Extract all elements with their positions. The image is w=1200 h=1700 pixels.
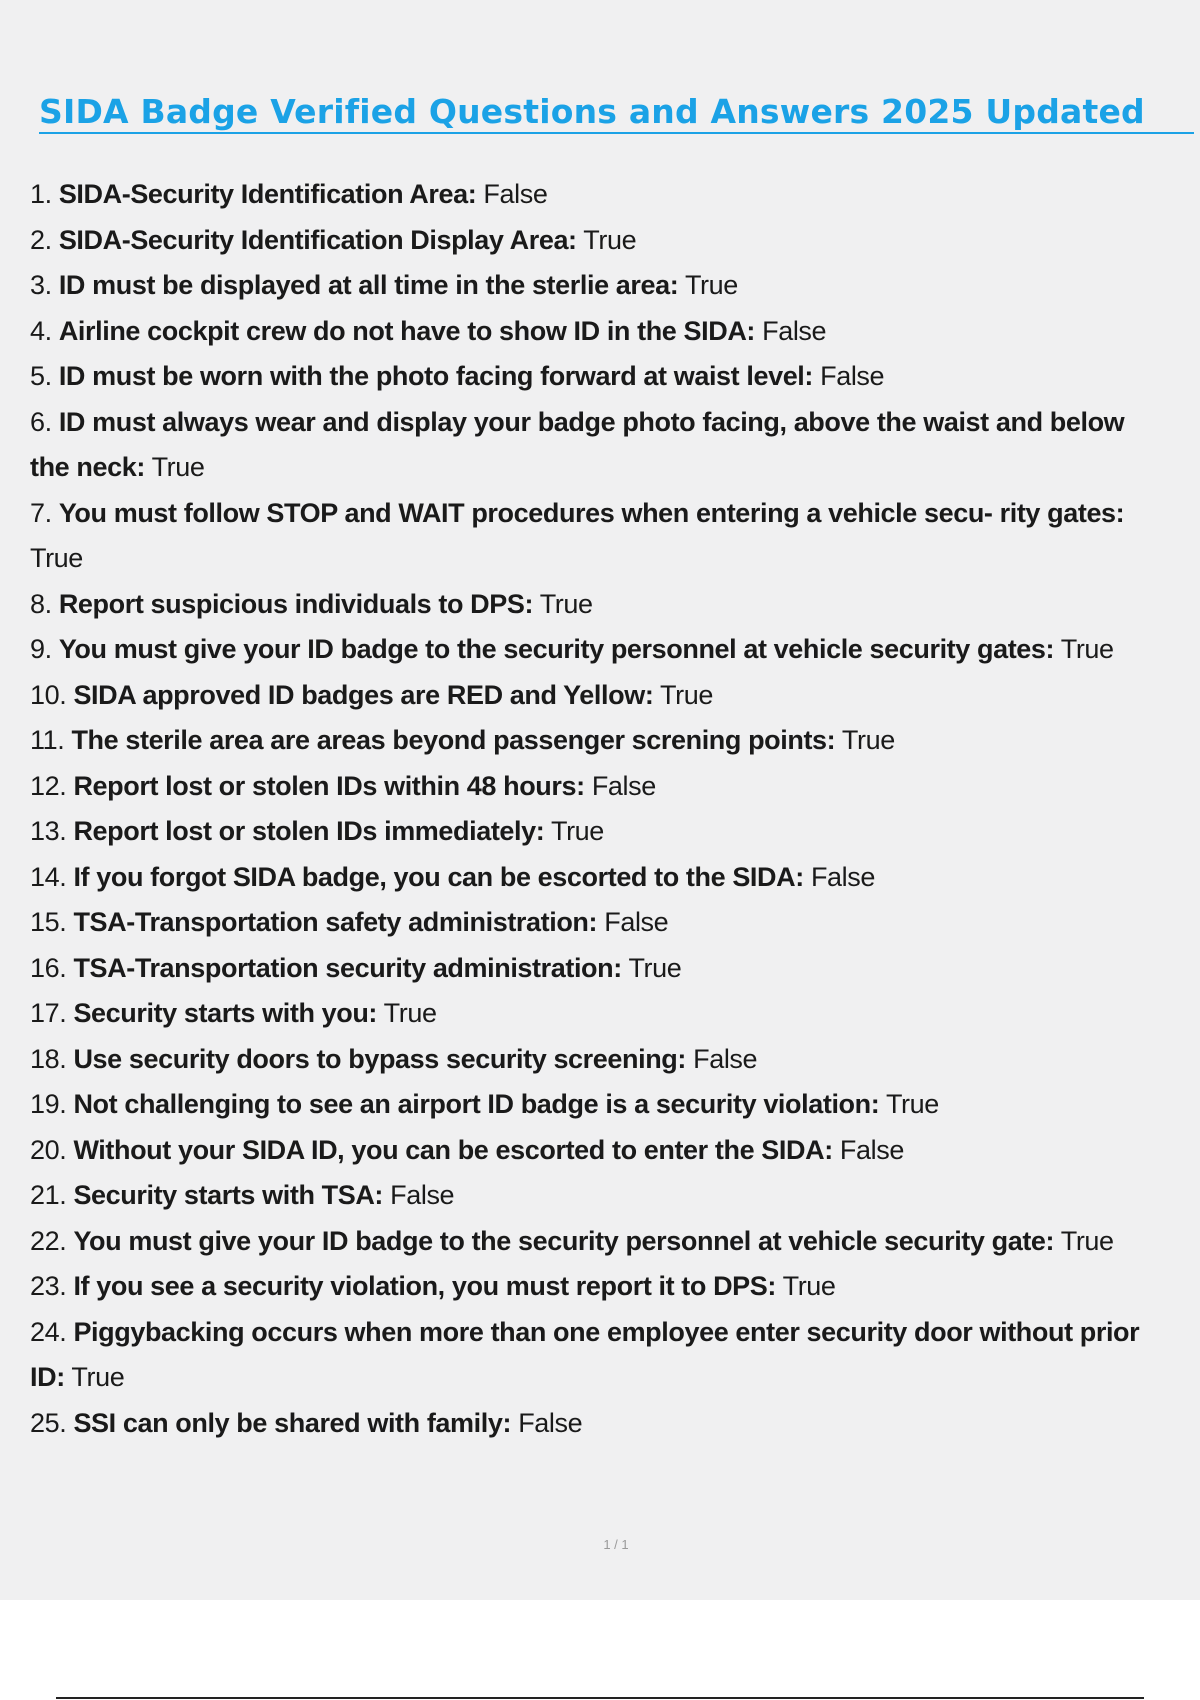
qa-answer: False [839, 1134, 904, 1165]
qa-number: 8. [30, 588, 52, 619]
qa-answer: True [583, 224, 637, 255]
qa-number: 24. [30, 1316, 67, 1347]
qa-answer: True [71, 1362, 125, 1392]
qa-number: 15. [30, 907, 67, 937]
qa-item [30, 1082, 1200, 1128]
qa-number: 4. [30, 315, 52, 346]
qa-answer: True [383, 998, 437, 1028]
qa-number: 5. [30, 361, 52, 391]
document-title: SIDA Badge Verified Questions and Answers 2025 Updated [39, 92, 1145, 131]
qa-item [30, 172, 1200, 218]
qa-question: If you see a security violation, you must report it to DPS: [73, 1271, 776, 1301]
qa-question: TSA-Transportation safety administration: [73, 907, 598, 937]
next-page-area [0, 1600, 1200, 1700]
qa-list [30, 172, 1200, 1446]
qa-item [30, 855, 1200, 901]
qa-answer: True [841, 725, 895, 755]
qa-question: If you forgot SIDA badge, you can be escorted to the SIDA: [73, 861, 804, 892]
qa-answer: False [591, 770, 656, 801]
qa-question: Without your SIDA ID, you can be escorted to enter the SIDA: [73, 1134, 833, 1165]
qa-number: 19. [30, 1089, 67, 1119]
qa-question: ID must be displayed at all time in the sterlie area: [58, 270, 679, 300]
qa-answer: True [1060, 634, 1114, 664]
qa-item [30, 218, 1200, 264]
qa-number: 10. [30, 679, 67, 710]
qa-answer: False [518, 1407, 583, 1438]
qa-answer: True [151, 452, 205, 482]
qa-item [30, 309, 1200, 355]
qa-question: ID must be worn with the photo facing forward at waist level: [58, 361, 813, 391]
qa-item [30, 1310, 1150, 1401]
qa-question: TSA-Transportation security administration: [73, 952, 622, 983]
qa-question: You must follow STOP and WAIT procedures when entering a vehicle secu- rity gates: [58, 497, 1125, 528]
qa-item [30, 1128, 1200, 1174]
qa-item [30, 627, 1150, 673]
qa-number: 11. [30, 725, 65, 755]
qa-question: The sterile area are areas beyond passenger screning points: [71, 725, 836, 755]
qa-number: 1. [30, 179, 52, 209]
qa-answer: False [693, 1043, 758, 1074]
qa-question: Report suspicious individuals to DPS: [58, 588, 534, 619]
qa-answer: False [762, 315, 827, 346]
qa-answer: False [390, 1180, 455, 1210]
qa-answer: False [820, 361, 885, 391]
qa-answer: True [660, 679, 713, 710]
qa-question: Not challenging to see an airport ID badge is a security violation: [73, 1089, 880, 1119]
qa-item [30, 673, 1200, 719]
qa-answer: True [30, 543, 83, 573]
qa-item [30, 718, 1200, 764]
qa-item [30, 764, 1200, 810]
qa-item [30, 900, 1200, 946]
qa-item [30, 1037, 1200, 1083]
qa-question: Report lost or stolen IDs immediately: [73, 816, 545, 846]
qa-item [30, 354, 1200, 400]
qa-answer: False [604, 907, 669, 937]
page-indicator: 1 / 1 [603, 1537, 629, 1552]
qa-number: 13. [30, 816, 67, 846]
qa-answer: True [550, 816, 604, 846]
qa-number: 16. [30, 952, 67, 983]
qa-answer: True [1060, 1225, 1114, 1256]
qa-number: 2. [30, 224, 52, 255]
qa-question: SSI can only be shared with family: [73, 1407, 512, 1438]
qa-answer: True [782, 1271, 836, 1301]
qa-item [30, 1401, 1200, 1447]
next-page-rule [56, 1697, 1144, 1699]
qa-item [30, 400, 1150, 491]
qa-question: ID must always wear and display your badge photo facing, above the waist and below the neck: [30, 406, 1125, 482]
title-underline [39, 132, 1194, 134]
qa-number: 23. [30, 1271, 67, 1301]
qa-item [30, 582, 1200, 628]
qa-number: 17. [30, 998, 67, 1028]
qa-question: Security starts with TSA: [73, 1180, 384, 1210]
qa-answer: False [483, 179, 548, 209]
qa-question: SIDA-Security Identification Display Area: [58, 224, 577, 255]
qa-question: Use security doors to bypass security screening: [73, 1043, 686, 1074]
qa-number: 18. [30, 1043, 67, 1074]
qa-answer: True [885, 1089, 939, 1119]
qa-number: 20. [30, 1134, 67, 1165]
qa-question: Report lost or stolen IDs within 48 hours: [73, 770, 585, 801]
qa-number: 21. [30, 1180, 67, 1210]
qa-item [30, 1264, 1200, 1310]
qa-number: 25. [30, 1407, 67, 1438]
qa-answer: True [684, 270, 738, 300]
qa-question: SIDA approved ID badges are RED and Yellow: [73, 679, 654, 710]
qa-question: Piggybacking occurs when more than one employee enter security door without prior ID: [30, 1316, 1140, 1392]
qa-item [30, 491, 1150, 582]
qa-item [30, 809, 1200, 855]
qa-number: 6. [30, 406, 52, 437]
qa-question: Security starts with you: [73, 998, 378, 1028]
qa-answer: True [628, 952, 682, 983]
qa-item [30, 1219, 1200, 1265]
qa-question: You must give your ID badge to the security personnel at vehicle security gate: [73, 1225, 1055, 1256]
qa-number: 3. [30, 270, 52, 300]
qa-item [30, 1173, 1200, 1219]
qa-answer: False [810, 861, 875, 892]
qa-number: 9. [30, 634, 52, 664]
qa-number: 12. [30, 770, 67, 801]
qa-item [30, 946, 1200, 992]
qa-question: Airline cockpit crew do not have to show ID in the SIDA: [58, 315, 756, 346]
qa-number: 14. [30, 861, 67, 892]
qa-question: You must give your ID badge to the security personnel at vehicle security gates: [58, 634, 1055, 664]
qa-number: 22. [30, 1225, 67, 1256]
qa-question: SIDA-Security Identification Area: [58, 179, 477, 209]
qa-item [30, 991, 1200, 1037]
qa-item [30, 263, 1200, 309]
qa-answer: True [539, 588, 593, 619]
qa-number: 7. [30, 497, 52, 528]
